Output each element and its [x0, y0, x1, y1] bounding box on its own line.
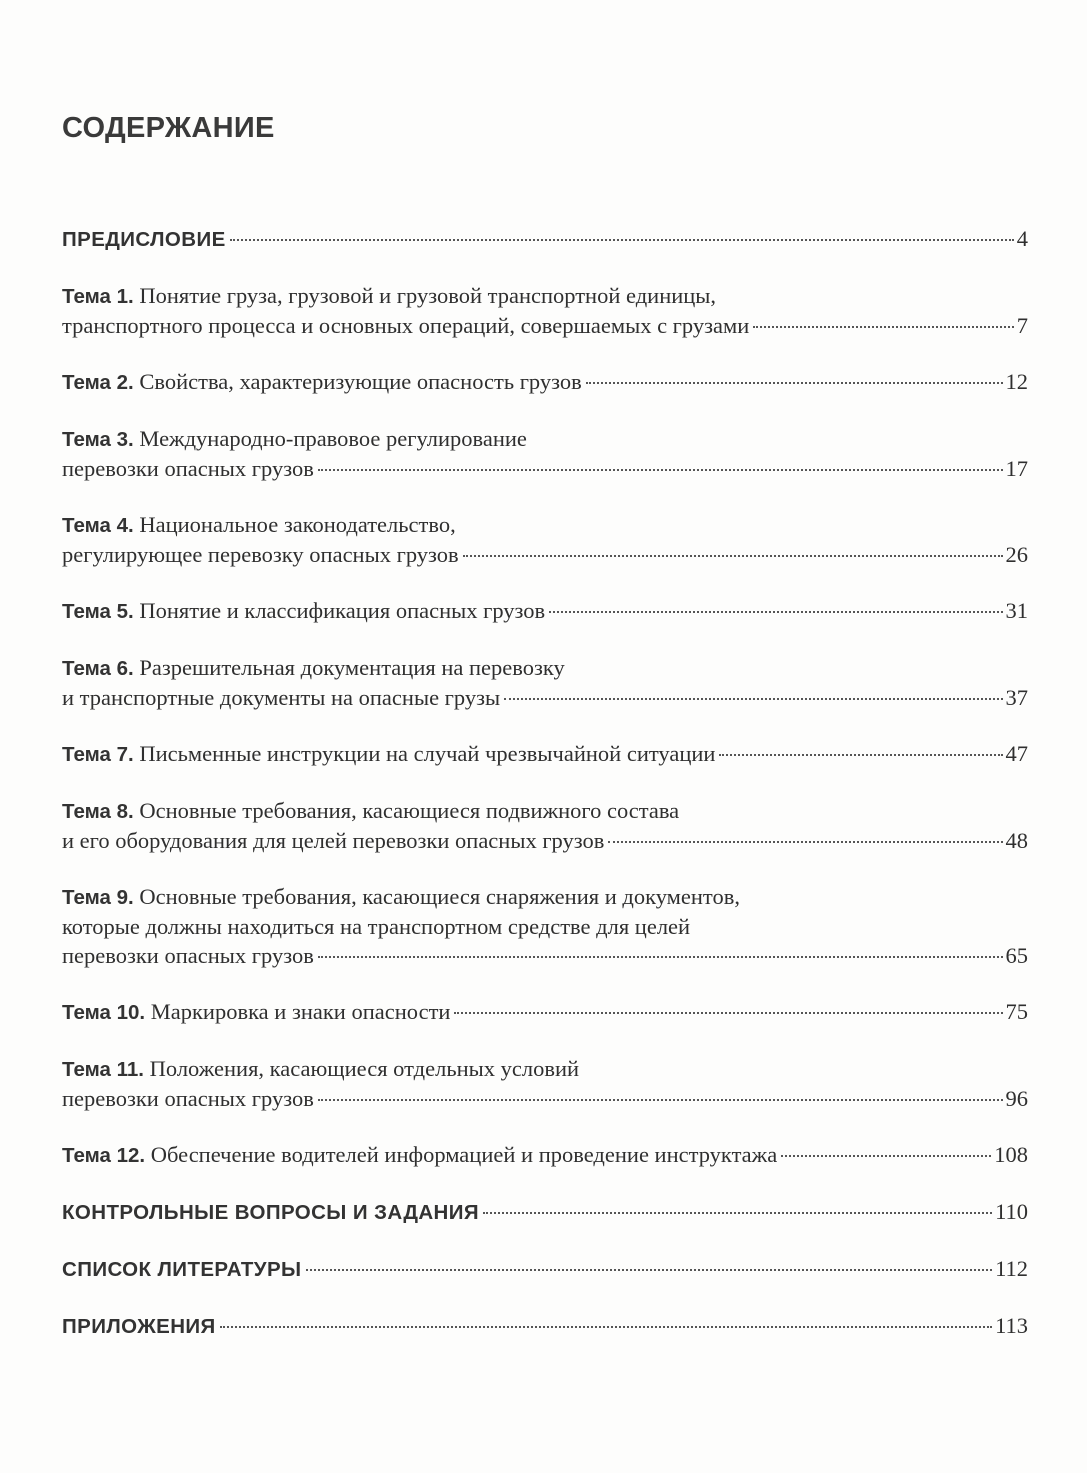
dot-leader	[318, 469, 1003, 471]
dot-leader	[719, 754, 1002, 756]
topic-title-line: Основные требования, касающиеся снаряжения и документов,	[139, 884, 740, 909]
toc-entry-row	[62, 1197, 1028, 1227]
dot-leader	[454, 1012, 1002, 1014]
page-number: 108	[994, 1142, 1028, 1167]
toc-entry-row	[62, 1311, 1028, 1341]
dot-leader	[781, 1155, 991, 1157]
page-number: 65	[1005, 943, 1028, 968]
toc-entry-row	[62, 912, 1028, 941]
toc-entry	[62, 739, 1028, 769]
topic-title-line: Понятие груза, грузовой и грузовой транспортной единицы,	[139, 283, 717, 308]
toc-entry-row	[62, 1254, 1028, 1284]
dot-leader	[608, 841, 1002, 843]
toc-entry-row	[62, 367, 1028, 397]
topic-title-line: и его оборудования для целей перевозки опасных грузов	[62, 828, 605, 853]
toc-entry	[62, 224, 1028, 254]
toc-entry	[62, 1254, 1028, 1284]
section-title: СПИСОК ЛИТЕРАТУРЫ	[62, 1258, 302, 1281]
toc-entry-row	[62, 941, 1028, 970]
dot-leader	[463, 555, 1003, 557]
toc-entry-row	[62, 281, 1028, 311]
topic-title-line: регулирующее перевозку опасных грузов	[62, 542, 459, 567]
toc-entry	[62, 796, 1028, 855]
toc-entry	[62, 653, 1028, 712]
dot-leader	[586, 382, 1003, 384]
toc-entry-row	[62, 510, 1028, 540]
section-title: ПРЕДИСЛОВИЕ	[62, 228, 226, 251]
dot-leader	[230, 239, 1014, 241]
topic-label: Тема 4.	[62, 514, 134, 537]
toc-entry	[62, 1140, 1028, 1170]
topic-label: Тема 3.	[62, 428, 134, 451]
toc-entry	[62, 424, 1028, 483]
topic-title-line: Основные требования, касающиеся подвижного состава	[139, 798, 680, 823]
topic-label: Тема 7.	[62, 743, 134, 766]
dot-leader	[318, 1099, 1003, 1101]
topic-label: Тема 6.	[62, 657, 134, 680]
section-title: КОНТРОЛЬНЫЕ ВОПРОСЫ И ЗАДАНИЯ	[62, 1201, 479, 1224]
topic-title-line: Маркировка и знаки опасности	[150, 999, 451, 1024]
toc-entry-row	[62, 224, 1028, 254]
page-number: 96	[1005, 1086, 1028, 1111]
page-number: 7	[1016, 313, 1028, 338]
topic-title-line: перевозки опасных грузов	[62, 943, 314, 968]
topic-label: Тема 12.	[62, 1144, 146, 1167]
dot-leader	[318, 956, 1003, 958]
topic-title-line: перевозки опасных грузов	[62, 1086, 314, 1111]
toc-entry-row	[62, 454, 1028, 483]
page-number: 112	[995, 1256, 1028, 1281]
toc-entry-row	[62, 796, 1028, 826]
toc-entry-row	[62, 596, 1028, 626]
toc-entry	[62, 1197, 1028, 1227]
dot-leader	[483, 1212, 992, 1214]
dot-leader	[220, 1326, 992, 1328]
topic-title-line: Разрешительная документация на перевозку	[139, 655, 565, 680]
topic-label: Тема 5.	[62, 600, 134, 623]
toc-list	[62, 224, 1028, 1368]
toc-entry-row	[62, 1084, 1028, 1113]
topic-label: Тема 10.	[62, 1001, 146, 1024]
page-number: 17	[1005, 456, 1028, 481]
toc-entry-row	[62, 826, 1028, 855]
section-title: ПРИЛОЖЕНИЯ	[62, 1315, 216, 1338]
topic-label: Тема 1.	[62, 285, 134, 308]
page-number: 48	[1005, 828, 1028, 853]
toc-entry	[62, 281, 1028, 340]
toc-entry-row	[62, 1140, 1028, 1170]
topic-title-line: перевозки опасных грузов	[62, 456, 314, 481]
page-number: 26	[1005, 542, 1028, 567]
toc-entry	[62, 1054, 1028, 1113]
dot-leader	[504, 698, 1002, 700]
page-number: 113	[995, 1313, 1028, 1338]
page-number: 4	[1016, 226, 1028, 251]
page-number: 75	[1005, 999, 1028, 1024]
topic-title-line: Свойства, характеризующие опасность грузов	[139, 369, 582, 394]
toc-entry	[62, 596, 1028, 626]
dot-leader	[753, 326, 1013, 328]
topic-title-line: которые должны находиться на транспортном средстве для целей	[62, 914, 691, 939]
topic-label: Тема 8.	[62, 800, 134, 823]
toc-entry-row	[62, 424, 1028, 454]
topic-label: Тема 2.	[62, 371, 134, 394]
toc-entry-row	[62, 997, 1028, 1027]
toc-heading: СОДЕРЖАНИЕ	[62, 112, 275, 144]
toc-entry	[62, 997, 1028, 1027]
topic-title-line: Национальное законодательство,	[139, 512, 456, 537]
page-number: 110	[995, 1199, 1028, 1224]
topic-title-line: Понятие и классификация опасных грузов	[139, 598, 546, 623]
topic-label: Тема 11.	[62, 1058, 144, 1081]
toc-entry-row	[62, 739, 1028, 769]
topic-title-line: Положения, касающиеся отдельных условий	[149, 1056, 580, 1081]
topic-title-line: Обеспечение водителей информацией и проведение инструктажа	[150, 1142, 778, 1167]
dot-leader	[549, 611, 1002, 613]
topic-title-line: Письменные инструкции на случай чрезвычайной ситуации	[139, 741, 716, 766]
toc-entry	[62, 367, 1028, 397]
toc-entry	[62, 1311, 1028, 1341]
toc-entry-row	[62, 540, 1028, 569]
toc-entry-row	[62, 882, 1028, 912]
page-number: 37	[1005, 685, 1028, 710]
page-number: 12	[1005, 369, 1028, 394]
toc-entry	[62, 882, 1028, 970]
page-number: 47	[1005, 741, 1028, 766]
topic-title-line: Международно-правовое регулирование	[139, 426, 527, 451]
topic-title-line: и транспортные документы на опасные грузы	[62, 685, 501, 710]
topic-title-line: транспортного процесса и основных операций, совершаемых с грузами	[62, 313, 750, 338]
toc-entry-row	[62, 683, 1028, 712]
toc-entry-row	[62, 653, 1028, 683]
toc-entry-row	[62, 311, 1028, 340]
topic-label: Тема 9.	[62, 886, 134, 909]
toc-entry	[62, 510, 1028, 569]
page-number: 31	[1005, 598, 1028, 623]
dot-leader	[306, 1269, 993, 1271]
toc-entry-row	[62, 1054, 1028, 1084]
